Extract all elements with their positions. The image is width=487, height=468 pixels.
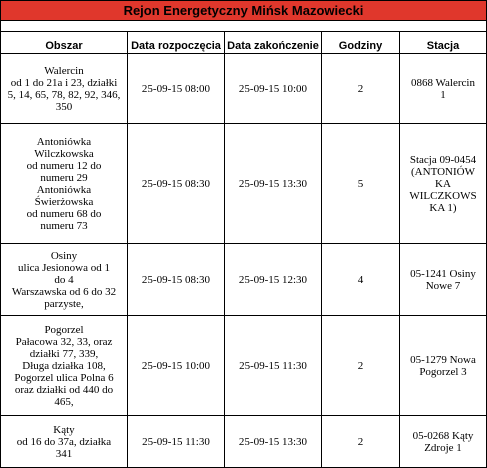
station-cell-line: KA xyxy=(435,177,451,190)
table-row xyxy=(1,244,487,316)
station-cell-line: Zdroje 1 xyxy=(424,441,462,454)
area-cell-line: numeru 73 xyxy=(40,219,88,232)
hours-cell: 2 xyxy=(322,54,400,124)
start-cell: 25-09-15 08:00 xyxy=(128,54,225,124)
area-cell-line: działki 77, 339, xyxy=(29,347,99,360)
station-cell-line: KA 1) xyxy=(429,201,457,214)
start-cell: 25-09-15 10:00 xyxy=(128,316,225,416)
area-cell-line: 341 xyxy=(55,447,73,460)
area-cell-line: Antoniówka xyxy=(36,135,92,148)
end-cell: 25-09-15 13:30 xyxy=(225,416,322,468)
area-cell-line: Długa działka 108, xyxy=(22,359,106,372)
station-cell-line: Stacja 09-0454 xyxy=(409,153,477,166)
station-cell-line: 0868 Walercin xyxy=(411,76,475,89)
hours-cell: 2 xyxy=(322,416,400,468)
area-cell xyxy=(1,244,128,316)
station-cell-line: (ANTONIÓW xyxy=(411,165,475,178)
table-row xyxy=(1,54,487,124)
start-cell: 25-09-15 11:30 xyxy=(128,416,225,468)
header-station: Stacja xyxy=(400,32,487,54)
area-cell-line: oraz działki od 440 do xyxy=(14,383,114,396)
area-cell-line: od numeru 12 do xyxy=(26,159,102,172)
table-row xyxy=(1,124,487,244)
area-cell-line: od numeru 68 do xyxy=(26,207,102,220)
station-cell-line: Nowe 7 xyxy=(425,279,461,292)
station-cell xyxy=(400,124,487,244)
header-area: Obszar xyxy=(1,32,128,54)
station-cell-line: 05-1241 Osiny xyxy=(410,267,476,280)
area-cell xyxy=(1,316,128,416)
area-cell-line: 465, xyxy=(54,395,74,408)
area-cell-line: Walercin xyxy=(44,64,84,77)
end-cell: 25-09-15 10:00 xyxy=(225,54,322,124)
header-hours: Godziny xyxy=(322,32,400,54)
area-cell xyxy=(1,124,128,244)
area-cell-line: Warszawska od 6 do 32 xyxy=(11,285,117,298)
area-cell-line: Pogorzel ulica Polna 6 xyxy=(14,371,114,384)
station-cell-line: 1 xyxy=(440,88,446,101)
area-cell-line: parzyste, xyxy=(44,297,84,310)
station-cell-line: WILCZKOWS xyxy=(409,189,477,202)
table-row xyxy=(1,316,487,416)
end-cell: 25-09-15 13:30 xyxy=(225,124,322,244)
end-cell: 25-09-15 11:30 xyxy=(225,316,322,416)
area-cell-line: do 4 xyxy=(54,273,74,286)
table-title: Rejon Energetyczny Mińsk Mazowiecki xyxy=(1,1,487,21)
station-cell-line: 05-1279 Nowa xyxy=(410,353,476,366)
area-cell-line: Pałacowa 32, 33, oraz xyxy=(15,335,113,348)
hours-cell: 5 xyxy=(322,124,400,244)
hours-cell: 2 xyxy=(322,316,400,416)
area-cell-line: 350 xyxy=(55,100,73,113)
station-cell-line: Pogorzel 3 xyxy=(419,365,467,378)
area-cell-line: Kąty xyxy=(53,423,75,436)
area-cell-line: Świerżowska xyxy=(34,195,94,208)
station-cell xyxy=(400,54,487,124)
area-cell-line: Antoniówka xyxy=(36,183,92,196)
station-cell-line: 05-0268 Kąty xyxy=(412,429,474,442)
header-row xyxy=(1,32,487,54)
area-cell-line: od 1 do 21a i 23, działki xyxy=(10,76,118,89)
hours-cell: 4 xyxy=(322,244,400,316)
spacer-row xyxy=(1,21,487,32)
header-start: Data rozpoczęcia xyxy=(128,32,225,54)
end-cell: 25-09-15 12:30 xyxy=(225,244,322,316)
station-cell xyxy=(400,244,487,316)
start-cell: 25-09-15 08:30 xyxy=(128,124,225,244)
area-cell xyxy=(1,54,128,124)
area-cell-line: Pogorzel xyxy=(44,323,84,336)
area-cell-line: od 16 do 37a, działka xyxy=(16,435,112,448)
area-cell-line: 5, 14, 65, 78, 82, 92, 346, xyxy=(7,88,121,101)
area-cell-line: ulica Jesionowa od 1 xyxy=(18,261,110,274)
station-cell xyxy=(400,316,487,416)
header-end: Data zakończenie xyxy=(225,32,322,54)
area-cell-line: Osiny xyxy=(50,249,78,262)
table-body xyxy=(1,54,487,468)
area-cell-line: numeru 29 xyxy=(40,171,88,184)
start-cell: 25-09-15 08:30 xyxy=(128,244,225,316)
area-cell-line: Wilczkowska xyxy=(34,147,94,160)
